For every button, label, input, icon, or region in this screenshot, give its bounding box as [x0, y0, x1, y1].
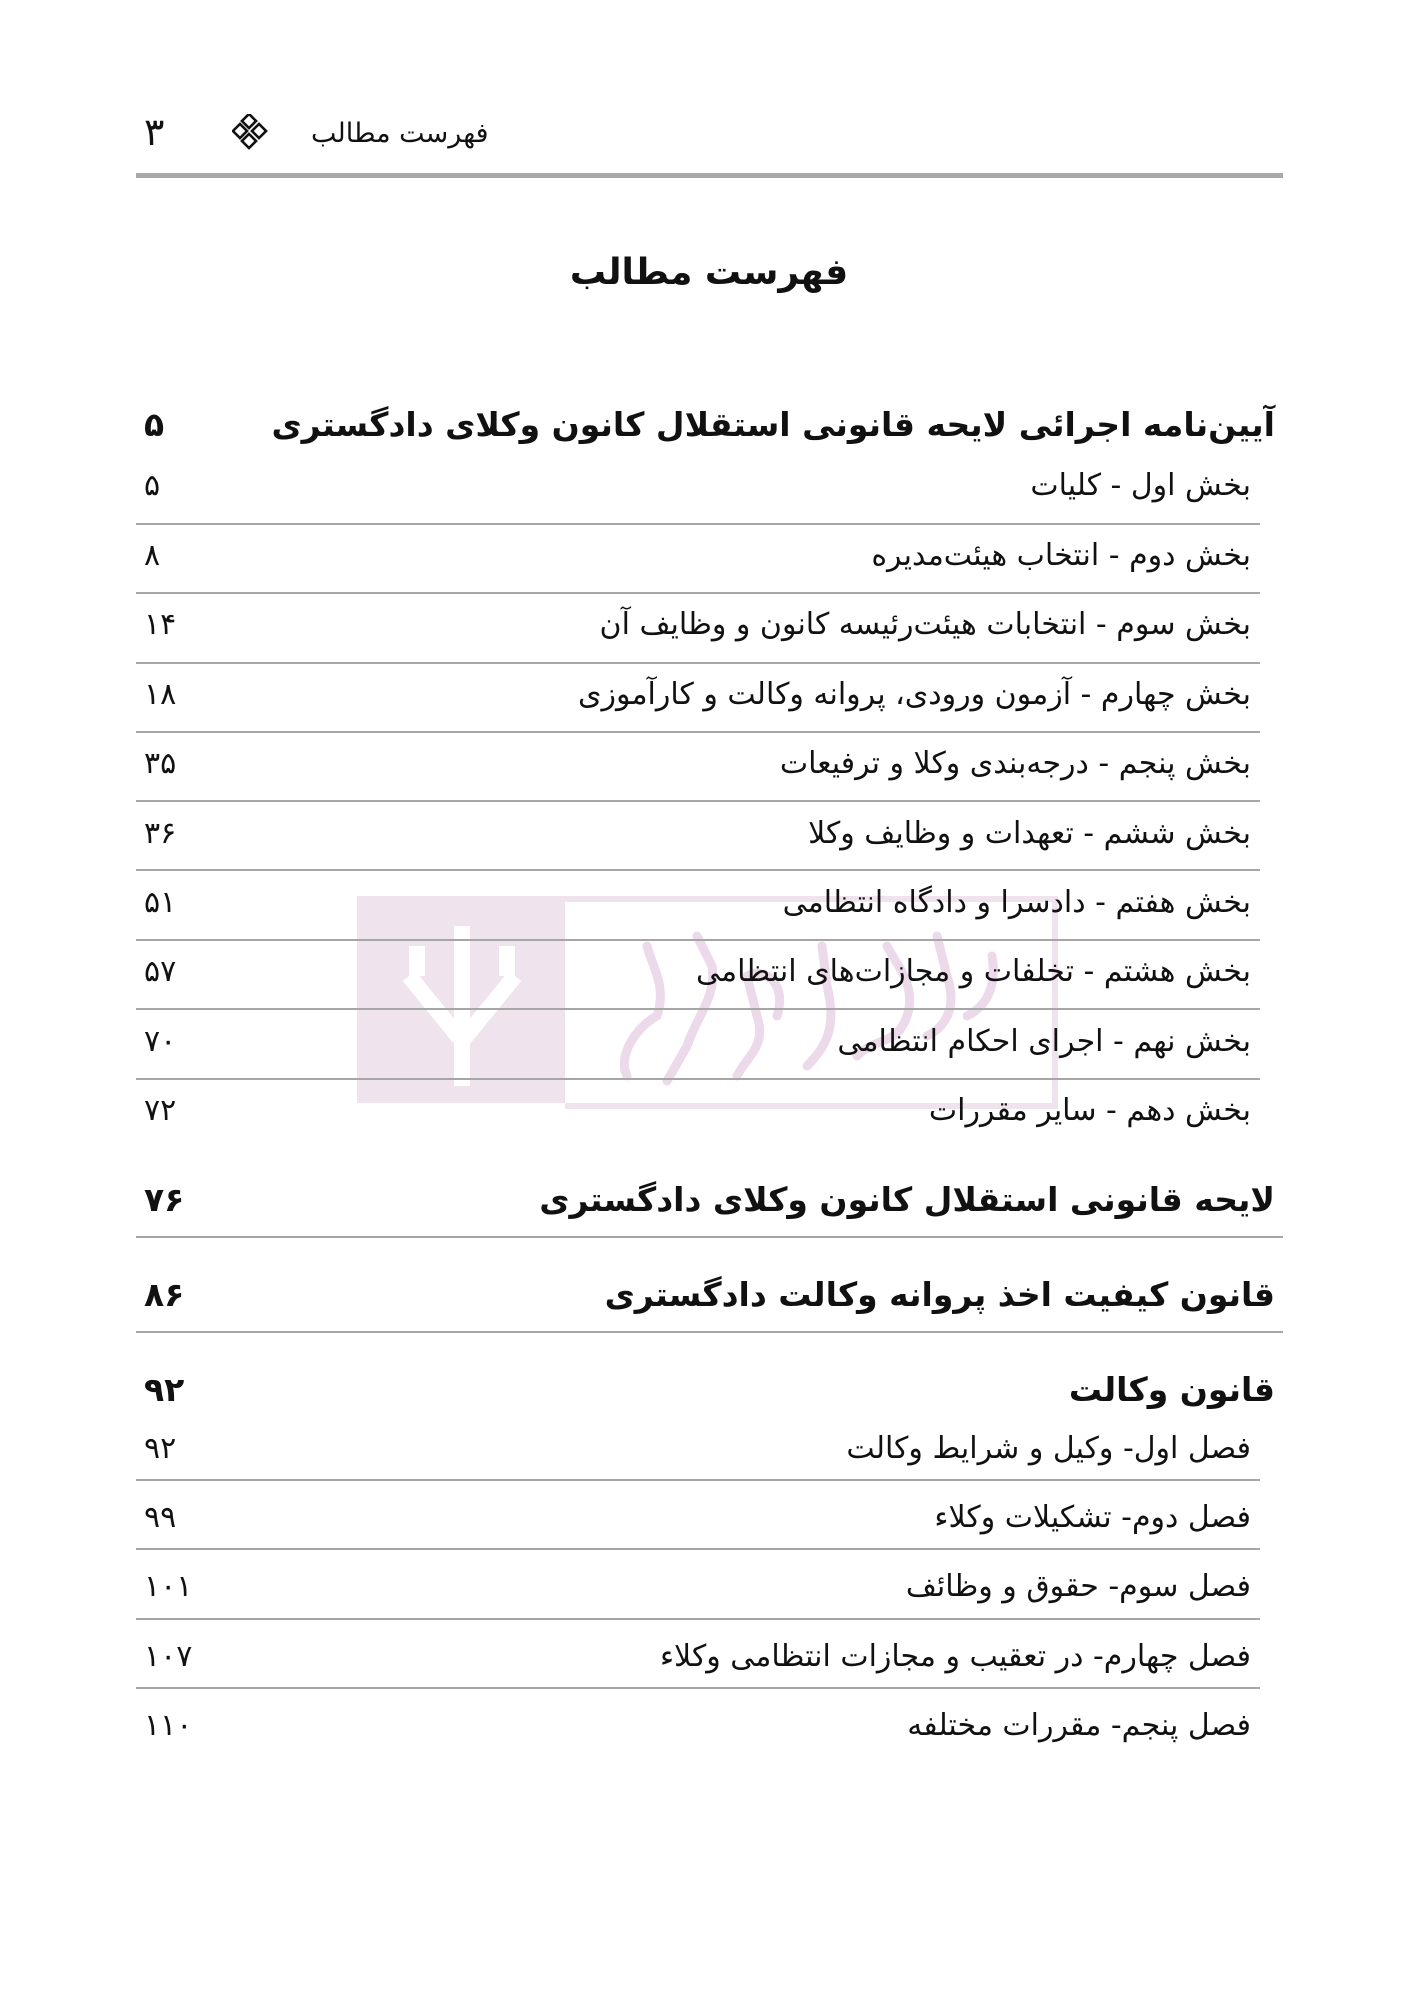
- toc-item[interactable]: [136, 462, 1283, 510]
- item-page: ۵: [144, 468, 161, 503]
- divider: [136, 523, 1260, 525]
- header-rule: [136, 173, 1283, 178]
- section-divider: [136, 1331, 1283, 1333]
- item-page: ۵۱: [144, 885, 177, 920]
- section-page: ۷۶: [144, 1180, 185, 1219]
- item-title: فصل سوم- حقوق و وظائف: [905, 1569, 1251, 1604]
- toc-item[interactable]: [136, 1494, 1283, 1542]
- item-title: بخش اول - کلیات: [1030, 468, 1251, 503]
- toc-item[interactable]: [136, 879, 1283, 927]
- item-page: ۱۸: [144, 677, 177, 712]
- divider: [136, 939, 1260, 941]
- toc-item[interactable]: [136, 532, 1283, 580]
- toc-section-heading[interactable]: [136, 1270, 1283, 1320]
- divider: [136, 800, 1260, 802]
- toc-item[interactable]: [136, 1087, 1283, 1135]
- item-title: بخش هفتم - دادسرا و دادگاه انتظامی: [782, 885, 1251, 920]
- toc-item[interactable]: [136, 1425, 1283, 1473]
- divider: [136, 1618, 1260, 1620]
- item-title: فصل پنجم- مقررات مختلفه: [907, 1708, 1251, 1743]
- toc-item[interactable]: [136, 1633, 1283, 1681]
- item-title: بخش سوم - انتخابات هیئت‌رئیسه کانون و وظایف آن: [599, 607, 1251, 642]
- four-diamond-ornament-icon: [232, 114, 268, 150]
- item-title: بخش پنجم - درجه‌بندی وکلا و ترفیعات: [779, 746, 1251, 781]
- item-page: ۳۵: [144, 746, 177, 781]
- item-title: بخش دوم - انتخاب هیئت‌مدیره: [871, 538, 1251, 573]
- section-page: ۵: [144, 405, 165, 444]
- item-title: فصل دوم- تشکیلات وکلاء: [934, 1500, 1251, 1535]
- running-header: [136, 108, 1283, 168]
- item-title: بخش ششم - تعهدات و وظایف وکلا: [808, 816, 1251, 851]
- item-page: ۱۴: [144, 607, 177, 642]
- item-page: ۳۶: [144, 816, 177, 851]
- divider: [136, 731, 1260, 733]
- item-page: ۸: [144, 538, 161, 573]
- section-title: لایحه قانونی استقلال کانون وکلای دادگستری: [539, 1180, 1275, 1219]
- item-title: بخش دهم - سایر مقررات: [928, 1093, 1251, 1128]
- section-title: آیین‌نامه اجرائی لایحه قانونی استقلال کانون وکلای دادگستری: [271, 405, 1275, 444]
- item-page: ۱۰۱: [144, 1569, 193, 1604]
- section-divider: [136, 1236, 1283, 1238]
- toc-item[interactable]: [136, 1018, 1283, 1066]
- divider: [136, 1548, 1260, 1550]
- item-title: فصل اول- وکیل و شرایط وکالت: [846, 1431, 1251, 1466]
- toc-item[interactable]: [136, 740, 1283, 788]
- item-title: فصل چهارم- در تعقیب و مجازات انتظامی وکلاء: [659, 1639, 1251, 1674]
- divider: [136, 1008, 1260, 1010]
- divider: [136, 1479, 1260, 1481]
- item-page: ۹۲: [144, 1431, 177, 1466]
- watermark: [357, 896, 1064, 1103]
- page-number: ۳: [144, 110, 165, 154]
- section-page: ۹۲: [144, 1370, 185, 1409]
- item-title: بخش هشتم - تخلفات و مجازات‌های انتظامی: [696, 954, 1251, 989]
- item-title: بخش چهارم - آزمون ورودی، پروانه وکالت و کارآموزی: [578, 677, 1251, 712]
- toc-item[interactable]: [136, 810, 1283, 858]
- toc-item[interactable]: [136, 948, 1283, 996]
- toc-item[interactable]: [136, 601, 1283, 649]
- toc-section-heading[interactable]: [136, 1365, 1283, 1415]
- item-title: بخش نهم - اجرای احکام انتظامی: [837, 1024, 1251, 1059]
- running-header-title: فهرست مطالب: [311, 118, 489, 149]
- section-title: قانون کیفیت اخذ پروانه وکالت دادگستری: [604, 1275, 1275, 1314]
- item-page: ۱۱۰: [144, 1708, 193, 1743]
- item-page: ۹۹: [144, 1500, 177, 1535]
- toc-item[interactable]: [136, 671, 1283, 719]
- section-title: قانون وکالت: [1068, 1370, 1275, 1409]
- watermark-calligraphy-icon: [597, 906, 1017, 1096]
- item-page: ۵۷: [144, 954, 177, 989]
- item-page: ۷۰: [144, 1024, 177, 1059]
- toc-item[interactable]: [136, 1702, 1283, 1750]
- divider: [136, 592, 1260, 594]
- section-page: ۸۶: [144, 1275, 185, 1314]
- divider: [136, 662, 1260, 664]
- page-title: فهرست مطالب: [569, 252, 849, 293]
- item-page: ۱۰۷: [144, 1639, 193, 1674]
- divider: [136, 1687, 1260, 1689]
- toc-item[interactable]: [136, 1563, 1283, 1611]
- toc-section-heading[interactable]: [136, 1175, 1283, 1225]
- divider: [136, 869, 1260, 871]
- divider: [136, 1078, 1260, 1080]
- item-page: ۷۲: [144, 1093, 177, 1128]
- toc-section-heading[interactable]: [136, 400, 1283, 450]
